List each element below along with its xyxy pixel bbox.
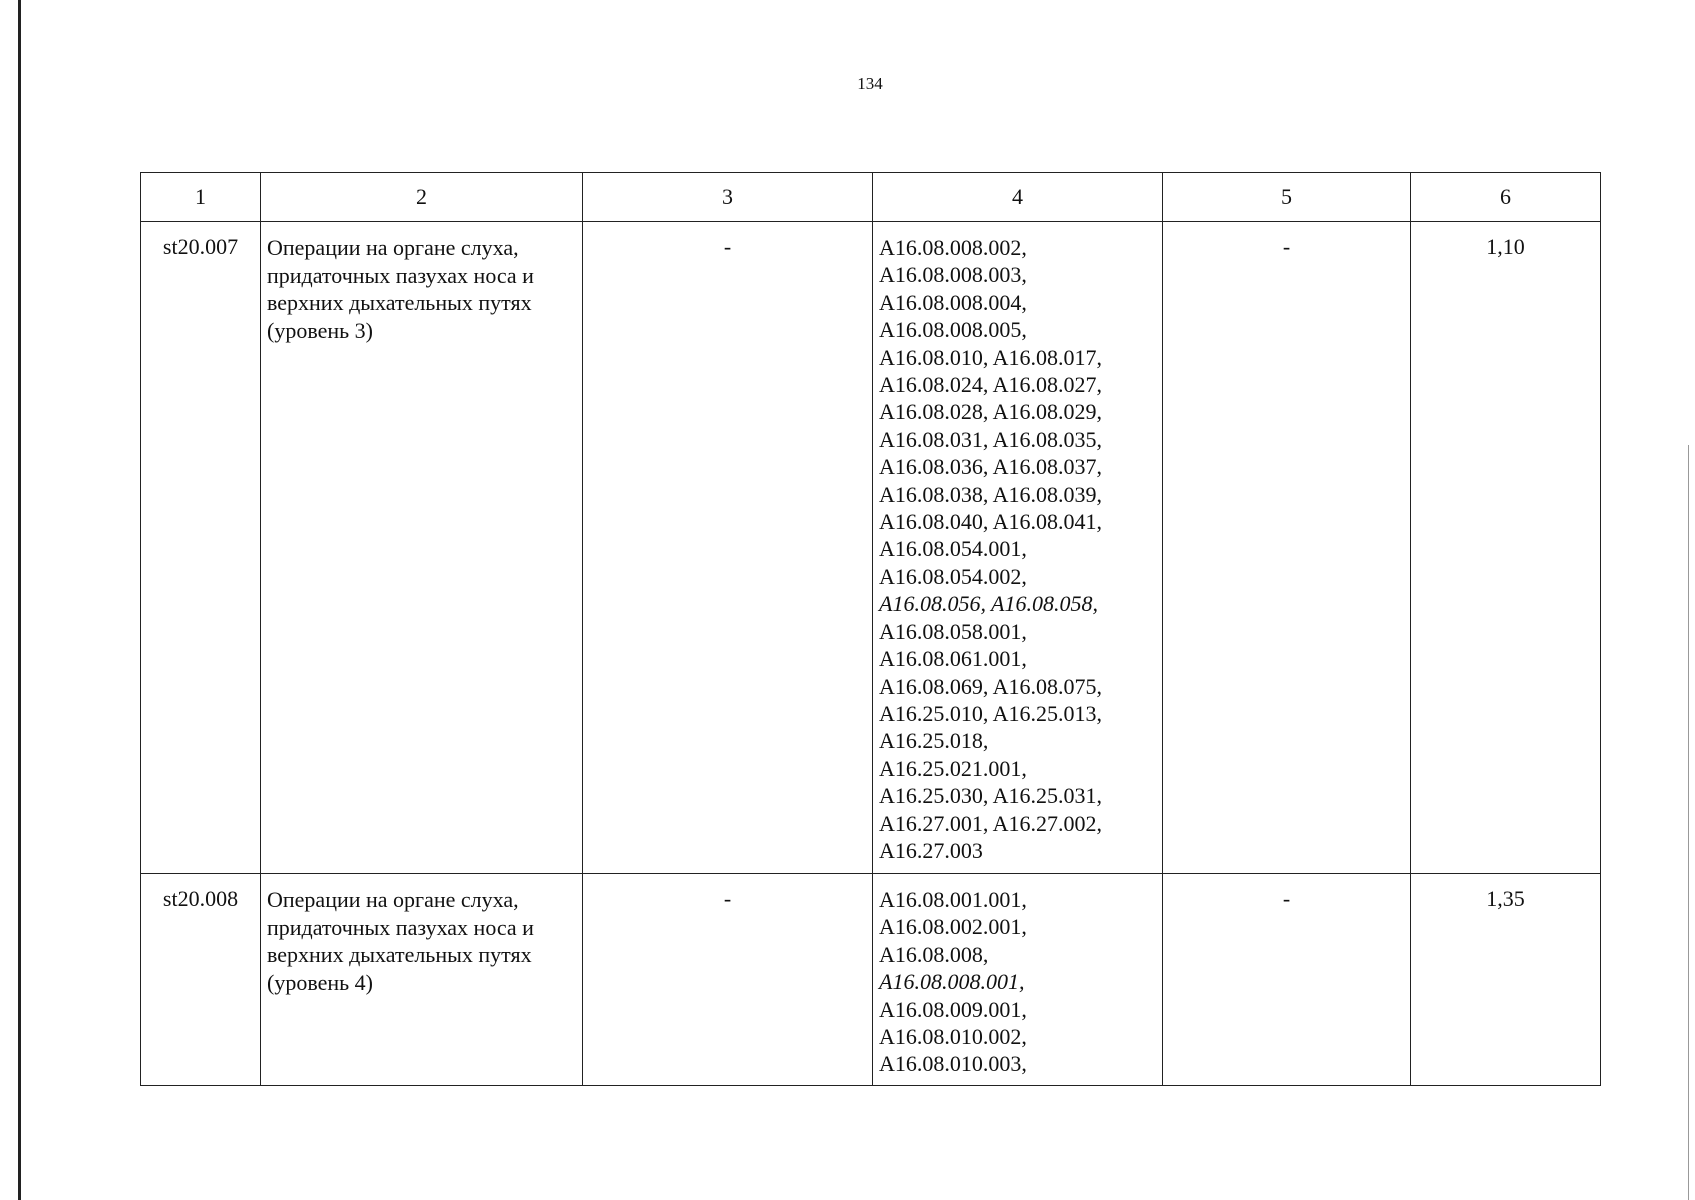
procedure-code-line: A16.08.058.001, [879, 618, 1027, 644]
row-name-line: придаточных пазухах носа и [267, 914, 534, 940]
row-name [261, 874, 583, 1086]
row-coefficient: 1,10 [1411, 222, 1601, 874]
row-coefficient: 1,35 [1411, 874, 1601, 1086]
procedure-code-line: A16.08.031, A16.08.035, [879, 426, 1103, 452]
table-row [141, 222, 1601, 874]
procedure-code-line: A16.08.036, A16.08.037, [879, 454, 1103, 480]
row-procedure-codes [873, 874, 1163, 1086]
procedure-code-line: A16.08.024, A16.08.027, [879, 372, 1103, 398]
row-name-line: (уровень 4) [267, 969, 373, 995]
procedure-code-line: A16.25.030, A16.25.031, [879, 783, 1103, 809]
row-code: st20.008 [141, 874, 261, 1086]
procedure-code-line: A16.08.002.001, [879, 914, 1027, 940]
row-name-line: (уровень 3) [267, 317, 373, 343]
header-col-1: 1 [141, 173, 261, 222]
right-edge-line [1688, 445, 1689, 1200]
procedure-code-line: A16.27.001, A16.27.002, [879, 810, 1103, 836]
row-procedure-codes [873, 222, 1163, 874]
header-col-4: 4 [873, 173, 1163, 222]
procedure-code-line: A16.08.010, A16.08.017, [879, 344, 1103, 370]
procedure-code-line: A16.08.054.001, [879, 536, 1027, 562]
header-col-3: 3 [583, 173, 873, 222]
row-code: st20.007 [141, 222, 261, 874]
procedure-code-line: A16.08.009.001, [879, 996, 1027, 1022]
procedure-code-line: A16.25.018, [879, 728, 989, 754]
row-name-line: Операции на органе слуха, [267, 235, 519, 260]
row-name-line: придаточных пазухах носа и [267, 262, 534, 288]
row-col3: - [583, 222, 873, 874]
row-col5: - [1163, 874, 1411, 1086]
row-name [261, 222, 583, 874]
procedure-code-line: A16.08.008.003, [879, 262, 1027, 288]
table-row [141, 874, 1601, 1086]
procedure-code-line: A16.25.021.001, [879, 755, 1027, 781]
procedure-code-line: A16.08.010.002, [879, 1024, 1027, 1050]
procedure-code-line: A16.08.010.003, [879, 1051, 1027, 1077]
procedure-code-line: A16.08.038, A16.08.039, [879, 481, 1103, 507]
procedure-code-line: A16.08.040, A16.08.041, [879, 509, 1103, 535]
left-border-line [18, 0, 21, 1200]
procedure-code-line: A16.08.061.001, [879, 646, 1027, 672]
procedure-code-line: A16.08.054.002, [879, 563, 1027, 589]
procedure-code-line: A16.08.001.001, [879, 887, 1027, 912]
row-name-line: верхних дыхательных путях [267, 290, 532, 315]
header-col-6: 6 [1411, 173, 1601, 222]
procedure-code-line: A16.08.069, A16.08.075, [879, 673, 1103, 699]
procedure-code-line: A16.25.010, A16.25.013, [879, 700, 1103, 726]
procedure-code-line: A16.08.008.005, [879, 317, 1027, 343]
row-name-line: Операции на органе слуха, [267, 887, 519, 912]
procedure-code-line: A16.08.008.004, [879, 289, 1027, 315]
header-col-2: 2 [261, 173, 583, 222]
page-number: 134 [857, 74, 883, 93]
table-header-row [141, 173, 1601, 222]
document-table [140, 172, 1601, 1086]
procedure-code-line: A16.27.003 [879, 837, 983, 863]
row-name-line: верхних дыхательных путях [267, 942, 532, 967]
procedure-code-line: A16.08.056, A16.08.058, [879, 591, 1098, 617]
procedure-code-line: A16.08.008.001, [879, 969, 1025, 995]
header-col-5: 5 [1163, 173, 1411, 222]
row-col5: - [1163, 222, 1411, 874]
procedure-code-line: A16.08.028, A16.08.029, [879, 399, 1103, 425]
procedure-code-line: A16.08.008.002, [879, 235, 1027, 260]
procedure-code-line: A16.08.008, [879, 941, 989, 967]
row-col3: - [583, 874, 873, 1086]
